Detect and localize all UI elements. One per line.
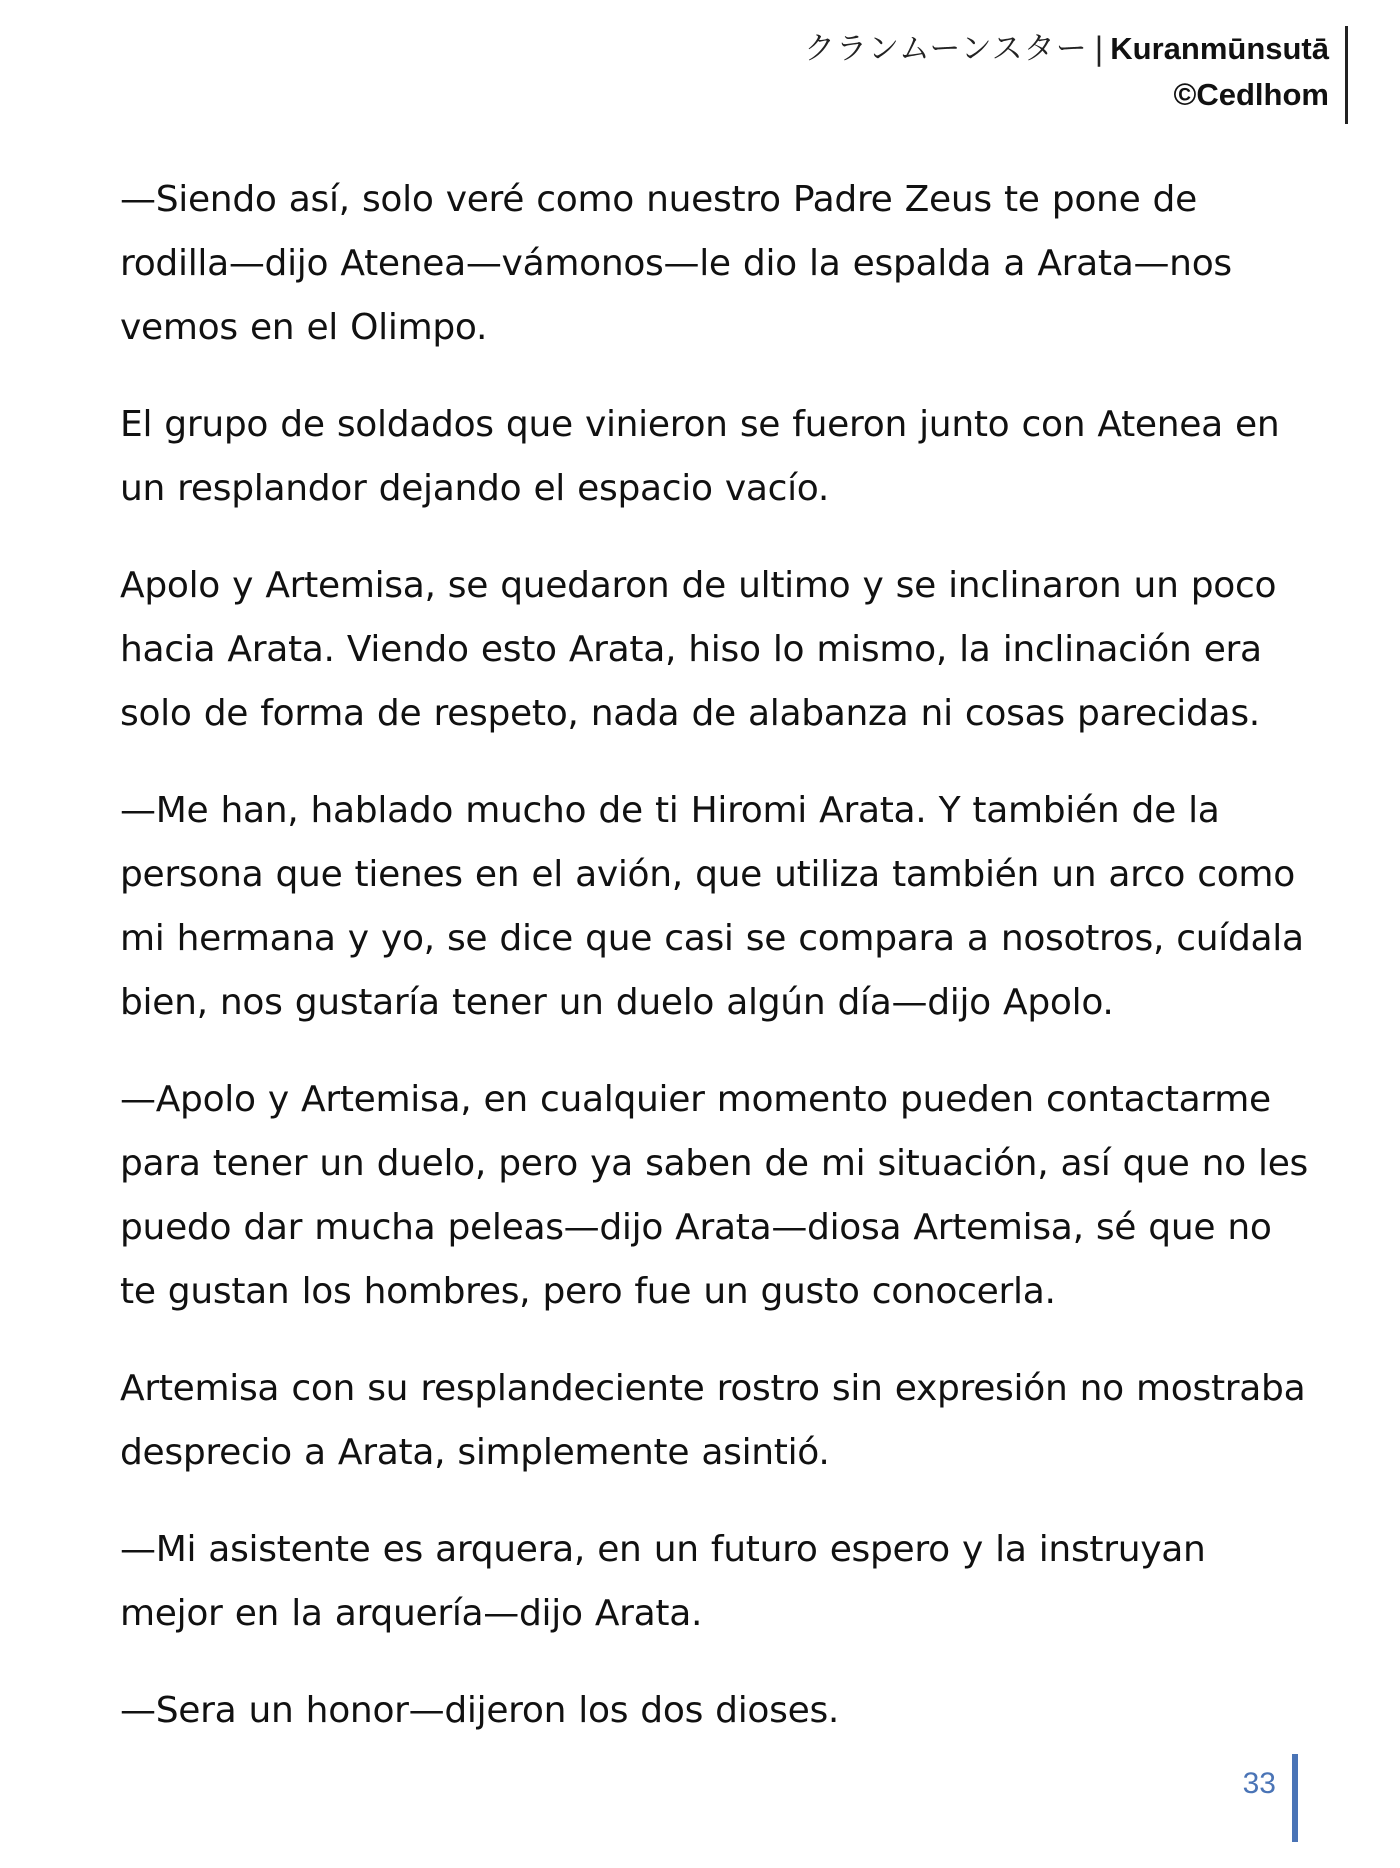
header-japanese-title: クランムーンスター	[804, 31, 1088, 67]
paragraph: —Apolo y Artemisa, en cualquier momento pueden contactarme para tener un duelo, pero ya saben de mi situación, así que no les puedo dar mucha peleas—dijo Arata—diosa Artemisa, sé que no te gustan los hombres, pero fue un gusto conocerla.	[120, 1079, 1309, 1312]
header-copyright: ©Cedlhom	[1173, 77, 1329, 112]
paragraph: Apolo y Artemisa, se quedaron de ultimo y se inclinaron un poco hacia Arata. Viendo esto Arata, hiso lo mismo, la inclinación era solo de forma de respeto, nada de alabanza ni cosas parecidas.	[120, 565, 1277, 734]
paragraph: Artemisa con su resplandeciente rostro sin expresión no mostraba desprecio a Arata, simplemente asintió.	[120, 1368, 1306, 1473]
page-number: 33	[1242, 1767, 1276, 1800]
paragraph: —Siendo así, solo veré como nuestro Padre Zeus te pone de rodilla—dijo Atenea—vámonos—le dio la espalda a Arata—nos vemos en el Olimpo.	[120, 179, 1232, 348]
header-title-line	[804, 26, 1329, 72]
page-header	[804, 26, 1348, 124]
paragraph: —Sera un honor—dijeron los dos dioses.	[120, 1690, 840, 1731]
paragraph: —Me han, hablado mucho de ti Hiromi Arata. Y también de la persona que tienes en el avión, que utiliza también un arco como mi hermana y yo, se dice que casi se compara a nosotros, cuídala bien, nos gustaría tener un duelo algún día—dijo Apolo.	[120, 790, 1304, 1023]
header-romanized-title: Kuranmūnsutā	[1110, 31, 1329, 66]
page-footer	[1243, 1754, 1298, 1842]
paragraph: El grupo de soldados que vinieron se fueron junto con Atenea en un resplandor dejando el espacio vacío.	[120, 404, 1280, 509]
page-body	[120, 168, 1310, 1776]
header-separator: |	[1093, 31, 1105, 67]
paragraph: —Mi asistente es arquera, en un futuro espero y la instruyan mejor en la arquería—dijo Arata.	[120, 1529, 1206, 1634]
